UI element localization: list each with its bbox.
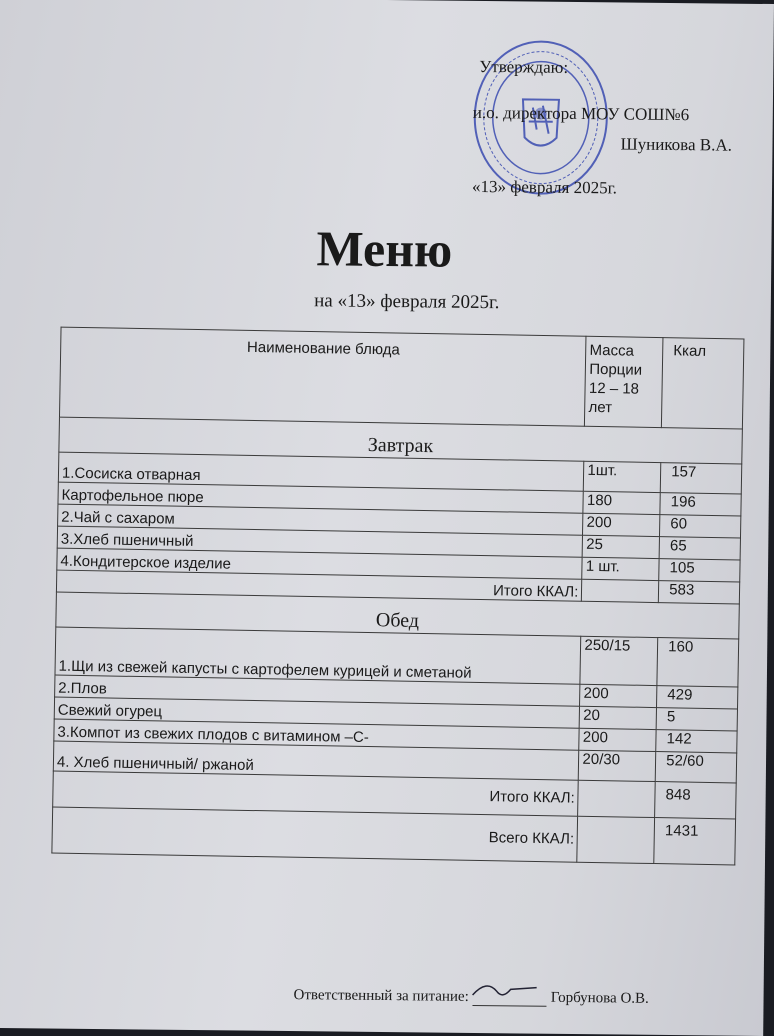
- dish-mass: 180: [583, 491, 660, 514]
- dish-kcal: 105: [659, 559, 740, 582]
- approval-signer: Шуникова В.А.: [620, 134, 733, 155]
- dish-mass: 1шт.: [584, 461, 661, 492]
- dish-kcal: 52/60: [655, 752, 736, 783]
- section-title: Завтрак: [59, 417, 743, 464]
- dish-name: 3.Компот из свежих плодов с витамином –С-: [54, 719, 580, 750]
- dish-mass: 1 шт.: [582, 557, 659, 580]
- dish-name: Картофельное пюре: [58, 482, 584, 513]
- approval-heading: Утверждаю:: [479, 56, 569, 77]
- grand-total-value: 1431: [654, 818, 736, 865]
- dish-name: 1.Щи из свежей капусты с картофелем курицей и сметаной: [55, 627, 581, 684]
- table-header-row: [59, 327, 743, 429]
- dish-kcal: 429: [657, 686, 738, 709]
- grand-total-label: Всего ККАЛ:: [52, 807, 578, 862]
- empty-cell: [577, 816, 655, 863]
- signature-scribble: [467, 977, 547, 1002]
- empty-cell: [582, 579, 659, 602]
- dish-mass: 20: [580, 706, 657, 729]
- dish-kcal: 5: [656, 708, 737, 731]
- menu-table: [51, 327, 744, 866]
- dish-mass: 200: [583, 513, 660, 536]
- responsible-signature: [293, 987, 648, 1008]
- total-value: 583: [658, 581, 739, 604]
- dish-kcal: 142: [656, 730, 737, 753]
- header-name: Наименование блюда: [59, 327, 586, 426]
- total-value: 848: [655, 782, 736, 819]
- dish-mass: 20/30: [579, 750, 656, 781]
- dish-name: Свежий огурец: [54, 697, 580, 728]
- page-title: Меню: [316, 220, 453, 278]
- dish-mass: 25: [582, 535, 659, 558]
- approval-position: и.о. директора МОУ СОШ№6: [472, 102, 690, 125]
- dish-kcal: 160: [657, 638, 739, 687]
- dish-name: 1.Сосиска отварная: [58, 452, 584, 491]
- dish-name: 4. Хлеб пшеничный/ ржаной: [53, 741, 579, 780]
- menu-date: на «13» февраля 2025г.: [314, 290, 500, 314]
- dish-name: 3.Хлеб пшеничный: [57, 526, 583, 557]
- dish-name: 4.Кондитерское изделие: [57, 548, 583, 579]
- dish-mass: 200: [579, 728, 656, 751]
- approval-block: [471, 56, 763, 198]
- section-title: Обед: [56, 592, 740, 639]
- total-label: Итого ККАЛ:: [56, 570, 582, 601]
- header-kcal: Ккал: [662, 338, 744, 429]
- dish-mass: 200: [580, 684, 657, 707]
- empty-cell: [578, 780, 655, 817]
- dish-kcal: 196: [660, 493, 741, 516]
- dish-name: 2.Чай с сахаром: [58, 504, 584, 535]
- responsible-label: Ответственный за питание:: [293, 987, 469, 1005]
- dish-kcal: 157: [660, 463, 741, 494]
- dish-kcal: 65: [659, 537, 740, 560]
- responsible-name: Горбунова О.В.: [550, 989, 649, 1007]
- total-label: Итого ККАЛ:: [53, 771, 579, 816]
- dish-mass: 250/15: [580, 636, 658, 685]
- approval-date: «13» февраля 2025г.: [471, 176, 618, 198]
- header-mass: Масса Порции 12 – 18 лет: [585, 336, 663, 427]
- dish-kcal: 60: [660, 515, 741, 538]
- signature-line: [473, 991, 547, 1007]
- dish-name: 2.Плов: [55, 675, 581, 706]
